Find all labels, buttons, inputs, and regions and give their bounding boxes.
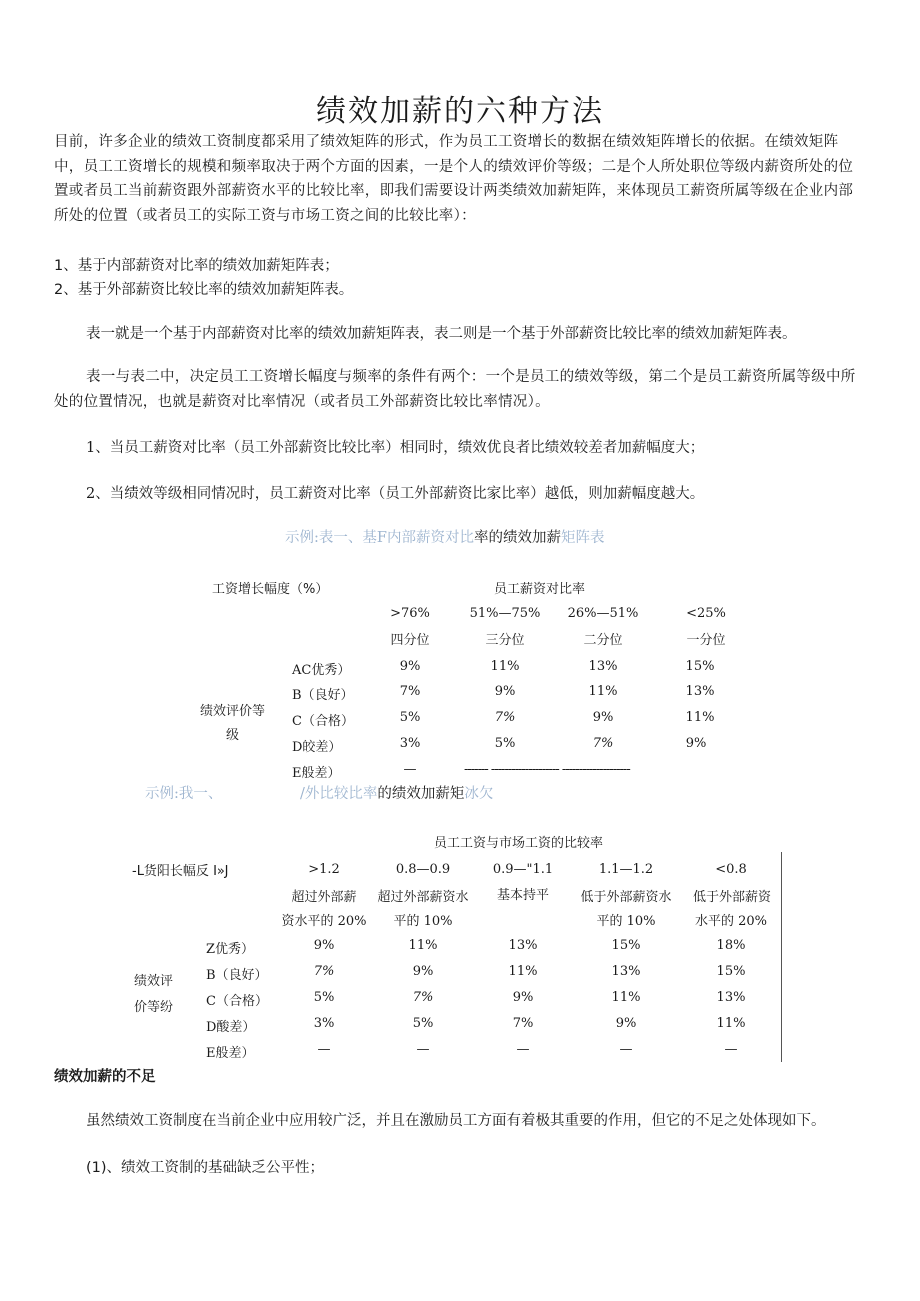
table2-range: 1.1—1.2 bbox=[598, 862, 654, 877]
table1-cell: 9% bbox=[685, 736, 707, 751]
table1-range: 26%—51% bbox=[567, 606, 639, 621]
table1-range: <25% bbox=[686, 606, 726, 621]
table2-grade: C（合格） bbox=[206, 994, 268, 1009]
table2-desc: 基本持平 bbox=[496, 888, 549, 903]
table2-caption-tail: 冰欠 bbox=[464, 786, 494, 802]
table2-desc: 平的 10% bbox=[596, 914, 656, 929]
table2-desc: 水平的 20% bbox=[694, 914, 768, 929]
list-item-2: 2、基于外部薪资比较比率的绩效加薪矩阵表。 bbox=[54, 282, 354, 298]
table2-caption bbox=[145, 782, 222, 803]
table2-cell: — bbox=[516, 1042, 530, 1057]
table2-desc: 超过外部薪 bbox=[291, 890, 357, 905]
table2-cell: 11% bbox=[508, 964, 538, 979]
table1-caption-tail: 矩阵表 bbox=[560, 530, 605, 546]
table1-caption-faint: 示例:表一、基F内部薪资对比 bbox=[285, 530, 474, 546]
table1-cell: 7% bbox=[592, 736, 614, 751]
table2-cell: — bbox=[619, 1042, 633, 1057]
table2-desc: 低于外部薪资 bbox=[692, 890, 771, 905]
table2-grade: D酸差） bbox=[206, 1020, 256, 1035]
table1-group-header: 员工薪资对比率 bbox=[494, 582, 586, 597]
rule-1: 1、当员工薪资对比率（员工外部薪资比较比率）相同时，绩效优良者比绩效较差者加薪幅度大； bbox=[86, 440, 705, 456]
table1-row-group-label: 级 bbox=[226, 728, 240, 743]
table2-cell: 11% bbox=[716, 1016, 746, 1031]
table2-corner-header: -L货阳长幅反 I»J bbox=[132, 864, 229, 879]
table2-cell: 13% bbox=[716, 990, 746, 1005]
table1-grade: D皎差） bbox=[292, 740, 342, 755]
table2-desc: 平的 10% bbox=[393, 914, 453, 929]
table1-corner-header: 工资增长幅度（%） bbox=[212, 582, 329, 597]
table2-grade: B（良好） bbox=[206, 968, 268, 983]
table2-cell: 5% bbox=[412, 1016, 434, 1031]
table2-cell: 9% bbox=[615, 1016, 637, 1031]
table1-grade: B（良好） bbox=[292, 688, 354, 703]
table2-cell: — bbox=[317, 1042, 331, 1057]
intro-paragraph: 目前，许多企业的绩效工资制度都采用了绩效矩阵的形式，作为员工工资增长的数据在绩效矩阵增长的依据。在绩效矩阵中，员工工资增长的规模和频率取决于两个方面的因素，一是个人的绩效评价等级；二是个人所处职位等级内薪资所处的位置或者员工当前薪资跟外部薪资水平的比较比率，即我们需要设计两类绩效加薪矩阵，来体现员工薪资所属等级在企业内部所处的位置（或者员工的实际工资与市场工资之间的比较比率）： bbox=[54, 134, 854, 224]
table2-caption-faint: /外比较比率 bbox=[300, 786, 378, 802]
table1-range: 51%—75% bbox=[469, 606, 541, 621]
table2-cell: 15% bbox=[611, 938, 641, 953]
table2-group-header: 员工工资与市场工资的比较率 bbox=[434, 836, 604, 851]
table1-cell: 13% bbox=[685, 684, 715, 699]
table2-cell: 13% bbox=[611, 964, 641, 979]
table1-cell: 7% bbox=[494, 710, 516, 725]
page-title: 绩效加薪的六种方法 bbox=[316, 94, 604, 129]
table2-caption-main: 的绩效加薪矩 bbox=[377, 786, 465, 802]
table2-cell: 9% bbox=[412, 964, 434, 979]
table1-quartile: 一分位 bbox=[686, 633, 726, 648]
table2-cell: 15% bbox=[716, 964, 746, 979]
table1-cell: 3% bbox=[399, 736, 421, 751]
table2-caption-rest bbox=[300, 782, 493, 803]
list-item-1: 1、基于内部薪资对比率的绩效加薪矩阵表； bbox=[54, 258, 339, 274]
table1-caption-main: 率的绩效加薪 bbox=[473, 530, 561, 546]
table1-cell: 13% bbox=[588, 659, 618, 674]
table2-cell: — bbox=[724, 1042, 738, 1057]
table2-cell: 13% bbox=[508, 938, 538, 953]
table2-row-group-label: 绩效评 bbox=[134, 974, 174, 989]
table2-caption-faint: 示例:我一、 bbox=[145, 786, 223, 802]
table1-cell: 11% bbox=[588, 684, 618, 699]
table1-caption bbox=[285, 526, 604, 547]
table1-cell: — bbox=[403, 762, 417, 777]
table2-cell: 18% bbox=[716, 938, 746, 953]
table2-range: >1.2 bbox=[308, 862, 340, 877]
table2-desc: 超过外部薪资水 bbox=[377, 890, 469, 905]
table2-range: 0.9—"1.1 bbox=[492, 862, 554, 877]
table1-cell: 5% bbox=[399, 710, 421, 725]
table1-cell: 9% bbox=[494, 684, 516, 699]
table2-cell: — bbox=[416, 1042, 430, 1057]
table2-grade: Z优秀） bbox=[206, 942, 255, 957]
table2-grade: E般差） bbox=[206, 1046, 255, 1061]
table1-cell: 9% bbox=[399, 659, 421, 674]
table1-row-group-label: 绩效评价等 bbox=[200, 704, 266, 719]
table2-right-border bbox=[781, 852, 782, 1062]
table2-cell: 7% bbox=[412, 990, 434, 1005]
table1-cell: 9% bbox=[592, 710, 614, 725]
table1-quartile: 三分位 bbox=[485, 633, 525, 648]
table2-cell: 9% bbox=[313, 938, 335, 953]
table2-range: 0.8—0.9 bbox=[395, 862, 451, 877]
table2-cell: 11% bbox=[611, 990, 641, 1005]
table2-cell: 7% bbox=[313, 964, 335, 979]
table1-quartile: 二分位 bbox=[583, 633, 623, 648]
table1-cell: 5% bbox=[494, 736, 516, 751]
table2-cell: 7% bbox=[512, 1016, 534, 1031]
tables-paragraph: 表一就是一个基于内部薪资对比率的绩效加薪矩阵表，表二则是一个基于外部薪资比较比率的绩效加薪矩阵表。 bbox=[86, 326, 797, 342]
table1-cell: 11% bbox=[490, 659, 520, 674]
table2-cell: 9% bbox=[512, 990, 534, 1005]
section-item-1: (1)、绩效工资制的基础缺乏公平性； bbox=[86, 1160, 325, 1176]
table2-desc: 低于外部薪资水 bbox=[580, 890, 672, 905]
section-heading: 绩效加薪的不足 bbox=[54, 1069, 156, 1085]
table1-grade: AC优秀） bbox=[292, 663, 351, 678]
table2-cell: 5% bbox=[313, 990, 335, 1005]
table2-range: <0.8 bbox=[715, 862, 747, 877]
table1-cell: 7% bbox=[399, 684, 421, 699]
table1-range: >76% bbox=[390, 606, 430, 621]
table1-dash-row: ------- -------------------- -------------------- bbox=[464, 762, 630, 777]
table1-grade: C（合格） bbox=[292, 714, 354, 729]
table2-row-group-label: 价等纷 bbox=[134, 1000, 174, 1015]
table2-cell: 11% bbox=[408, 938, 438, 953]
table1-cell: 11% bbox=[685, 710, 715, 725]
table2-cell: 3% bbox=[313, 1016, 335, 1031]
table1-cell: 15% bbox=[685, 659, 715, 674]
table1-quartile: 四分位 bbox=[390, 633, 430, 648]
conditions-paragraph: 表一与表二中，决定员工工资增长幅度与频率的条件有两个：一个是员工的绩效等级，第二个是员工薪资所属等级中所处的位置情况，也就是薪资对比率情况（或者员工外部薪资比较比率情况）。 bbox=[54, 369, 856, 410]
table1-grade: E般差） bbox=[292, 766, 341, 781]
rule-2: 2、当绩效等级相同情况时，员工薪资对比率（员工外部薪资比家比率）越低，则加薪幅度越大。 bbox=[86, 486, 705, 502]
table2-desc: 资水平的 20% bbox=[281, 914, 367, 929]
section-paragraph: 虽然绩效工资制度在当前企业中应用较广泛，并且在激励员工方面有着极其重要的作用，但它的不足之处体现如下。 bbox=[86, 1113, 826, 1129]
